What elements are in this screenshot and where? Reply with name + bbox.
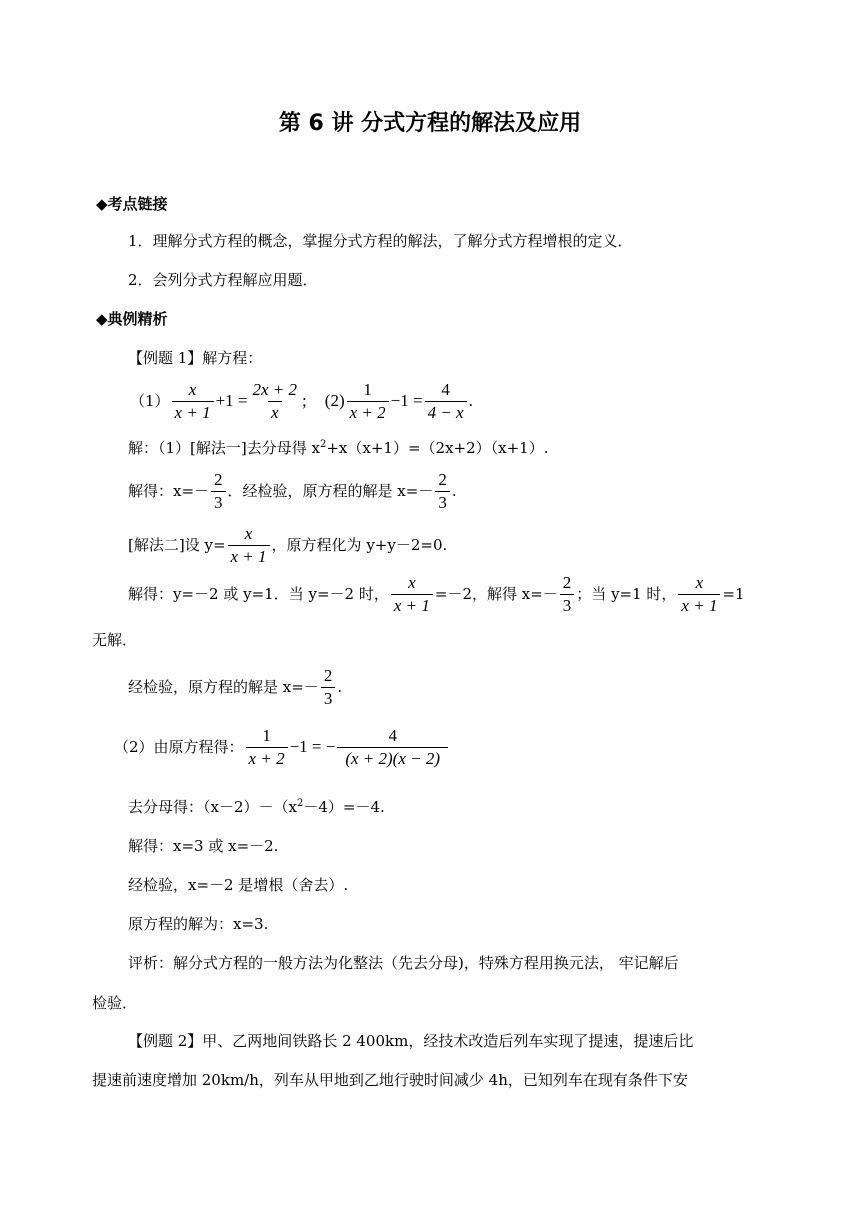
eq2-prefix: (2) [324, 391, 345, 410]
eq2-end: . [468, 391, 473, 410]
solution-1-method-1: 解：（1）[解法一]去分母得 $x^2+x(x+1)=(2x+2)(x+1)$. [128, 439, 549, 457]
solution-2-step-2: 解得：x=3 或 x=－2. [128, 837, 279, 855]
solution-1-method-2: [解法二]设 y= $\frac{x}{x + 1}$ ，原方程化为 y+y－2=0. [128, 523, 448, 566]
comment-line-1: 评析：解分式方程的一般方法为化整法（先去分母)，特殊方程用换元法， 牢记解后 [128, 954, 679, 972]
fraction-two-thirds: $\frac{2}{3}$ [560, 573, 575, 616]
lesson-title: 第 6 讲 分式方程的解法及应用 [278, 111, 582, 136]
fraction-two-thirds: $\frac{2}{3}$ [321, 666, 336, 709]
example-2-line-2: 提速前速度增加 20km/h，列车从甲地到乙地行驶时间减少 4h，已知列车在现有条件下安 [92, 1071, 688, 1089]
solution-1-check: 经检验，原方程的解是 x=－ $\frac{2}{3}$ . [128, 665, 343, 708]
fraction-two-thirds: $\frac{2}{3}$ [211, 470, 226, 513]
no-solution-text: 无解． [92, 631, 138, 649]
solution-2-step-4: 原方程的解为：x=3. [128, 915, 269, 933]
solution-2-step-1: 去分母得：$(x-2)-(x^2-4)=-4$. [128, 798, 385, 816]
key-point-2: 2．会列分式方程解应用题． [128, 271, 318, 289]
fraction-4-over-product: $\frac{4}{(x + 2)(x - 2)}$ [337, 726, 448, 769]
fraction-x-over-x-plus-1: $\frac{x}{x + 1}$ [678, 573, 720, 616]
eq1-prefix: （1） [130, 392, 170, 410]
section-heading-examples: ◆典例精析 [96, 310, 168, 328]
solution-1-result: 解得：x=－ $\frac{2}{3}$ ．经检验，原方程的解是 x=－ $\frac{2}{3}$ . [128, 469, 457, 512]
example-1-label: 【例题 1】解方程： [128, 349, 263, 367]
eq1-fraction-right: $\frac{2x + 2}{x}$ [252, 379, 298, 422]
solution-1-method-2-steps: 解得：y=－2 或 y=1．当 y=－2 时， $\frac{x}{x + 1}$ =－2，解得 x=－ $\frac{2}{3}$ ；当 y=1 时， $\frac{x}{x + 1}$ =1 [128, 572, 745, 615]
fraction-1-over-x-plus-2: $\frac{1}{x + 2}$ [246, 726, 288, 769]
example-1-equations [130, 378, 473, 424]
eq1-end: ; [302, 391, 307, 410]
solution-2-step-3: 经检验，x=－2 是增根（舍去）. [128, 876, 349, 894]
comment-line-2: 检验． [92, 994, 138, 1012]
example-2-line-1: 【例题 2】甲、乙两地间铁路长 2 400km，经技术改造后列车实现了提速，提速后比 [128, 1032, 694, 1050]
section-heading-key-points: ◆考点链接 [96, 195, 168, 213]
fraction-x-over-x-plus-1: $\frac{x}{x + 1}$ [228, 524, 270, 567]
fraction-two-thirds: $\frac{2}{3}$ [435, 470, 450, 513]
eq1-middle: +1 = [215, 391, 248, 410]
key-point-1: 1．理解分式方程的概念，掌握分式方程的解法，了解分式方程增根的定义． [128, 232, 633, 250]
solution-2-transform: （2）由原方程得： $\frac{1}{x + 2}$ −1 = − $\frac{4}{(x + 2)(x - 2)}$ [114, 722, 450, 772]
eq2-fraction-left: $\frac{1}{x + 2}$ [347, 380, 389, 423]
fraction-x-over-x-plus-1: $\frac{x}{x + 1}$ [391, 573, 433, 616]
eq2-middle: −1 = [390, 391, 423, 410]
eq2-fraction-right: $\frac{4}{4 - x}$ [425, 380, 467, 423]
eq1-fraction-left: $\frac{x}{x + 1}$ [172, 380, 214, 423]
